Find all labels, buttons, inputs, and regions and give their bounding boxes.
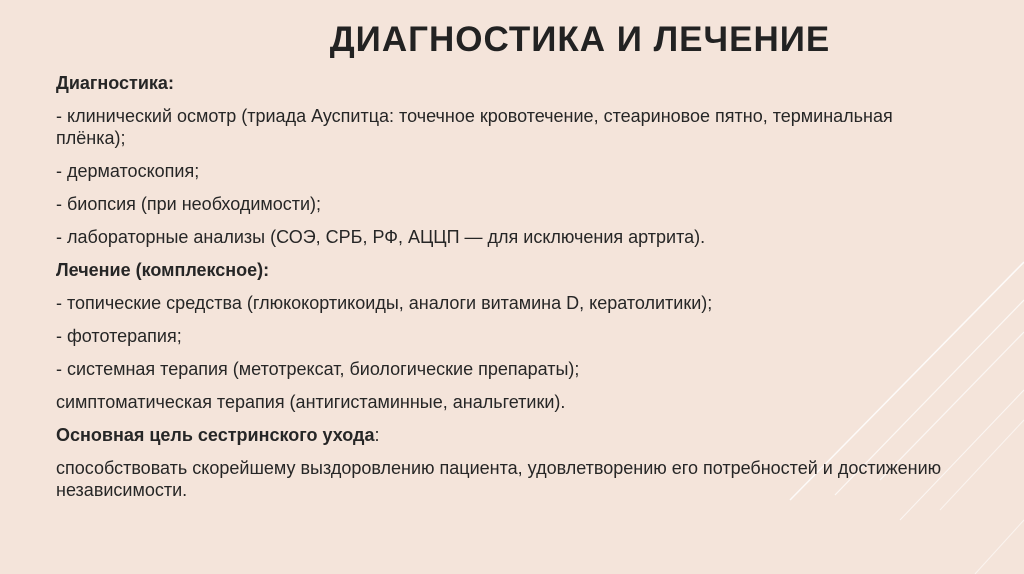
nursing-goal-text: способствовать скорейшему выздоровлению пациента, удовлетворению его потребностей и достижению независимости. (56, 458, 942, 500)
diagnostics-heading: Диагностика: (56, 73, 174, 93)
treatment-item: - системная терапия (метотрексат, биологические препараты); (56, 359, 580, 379)
treatment-item: симптоматическая терапия (антигистаминные, анальгетики). (56, 392, 566, 412)
diagnostics-item: - дерматоскопия; (56, 161, 200, 181)
diagnostics-item: - клинический осмотр (триада Ауспитца: точечное кровотечение, стеариновое пятно, терминальная плёнка); (56, 106, 893, 148)
treatment-item: - фототерапия; (56, 326, 182, 346)
treatment-item: - топические средства (глюкокортикоиды, аналоги витамина D, кератолитики); (56, 293, 713, 313)
diagnostics-item: - лабораторные анализы (СОЭ, СРБ, РФ, АЦЦП — для исключения артрита). (56, 227, 706, 247)
slide-title: ДИАГНОСТИКА И ЛЕЧЕНИЕ (329, 20, 831, 59)
nursing-goal-heading-line (56, 424, 956, 446)
diagnostics-item: - биопсия (при необходимости); (56, 194, 322, 214)
nursing-goal-heading-colon: : (374, 425, 380, 445)
nursing-goal-heading: Основная цель сестринского ухода (56, 425, 375, 445)
decor-line (975, 520, 1024, 574)
treatment-heading: Лечение (комплексное): (56, 260, 270, 280)
slide-content (56, 72, 956, 512)
